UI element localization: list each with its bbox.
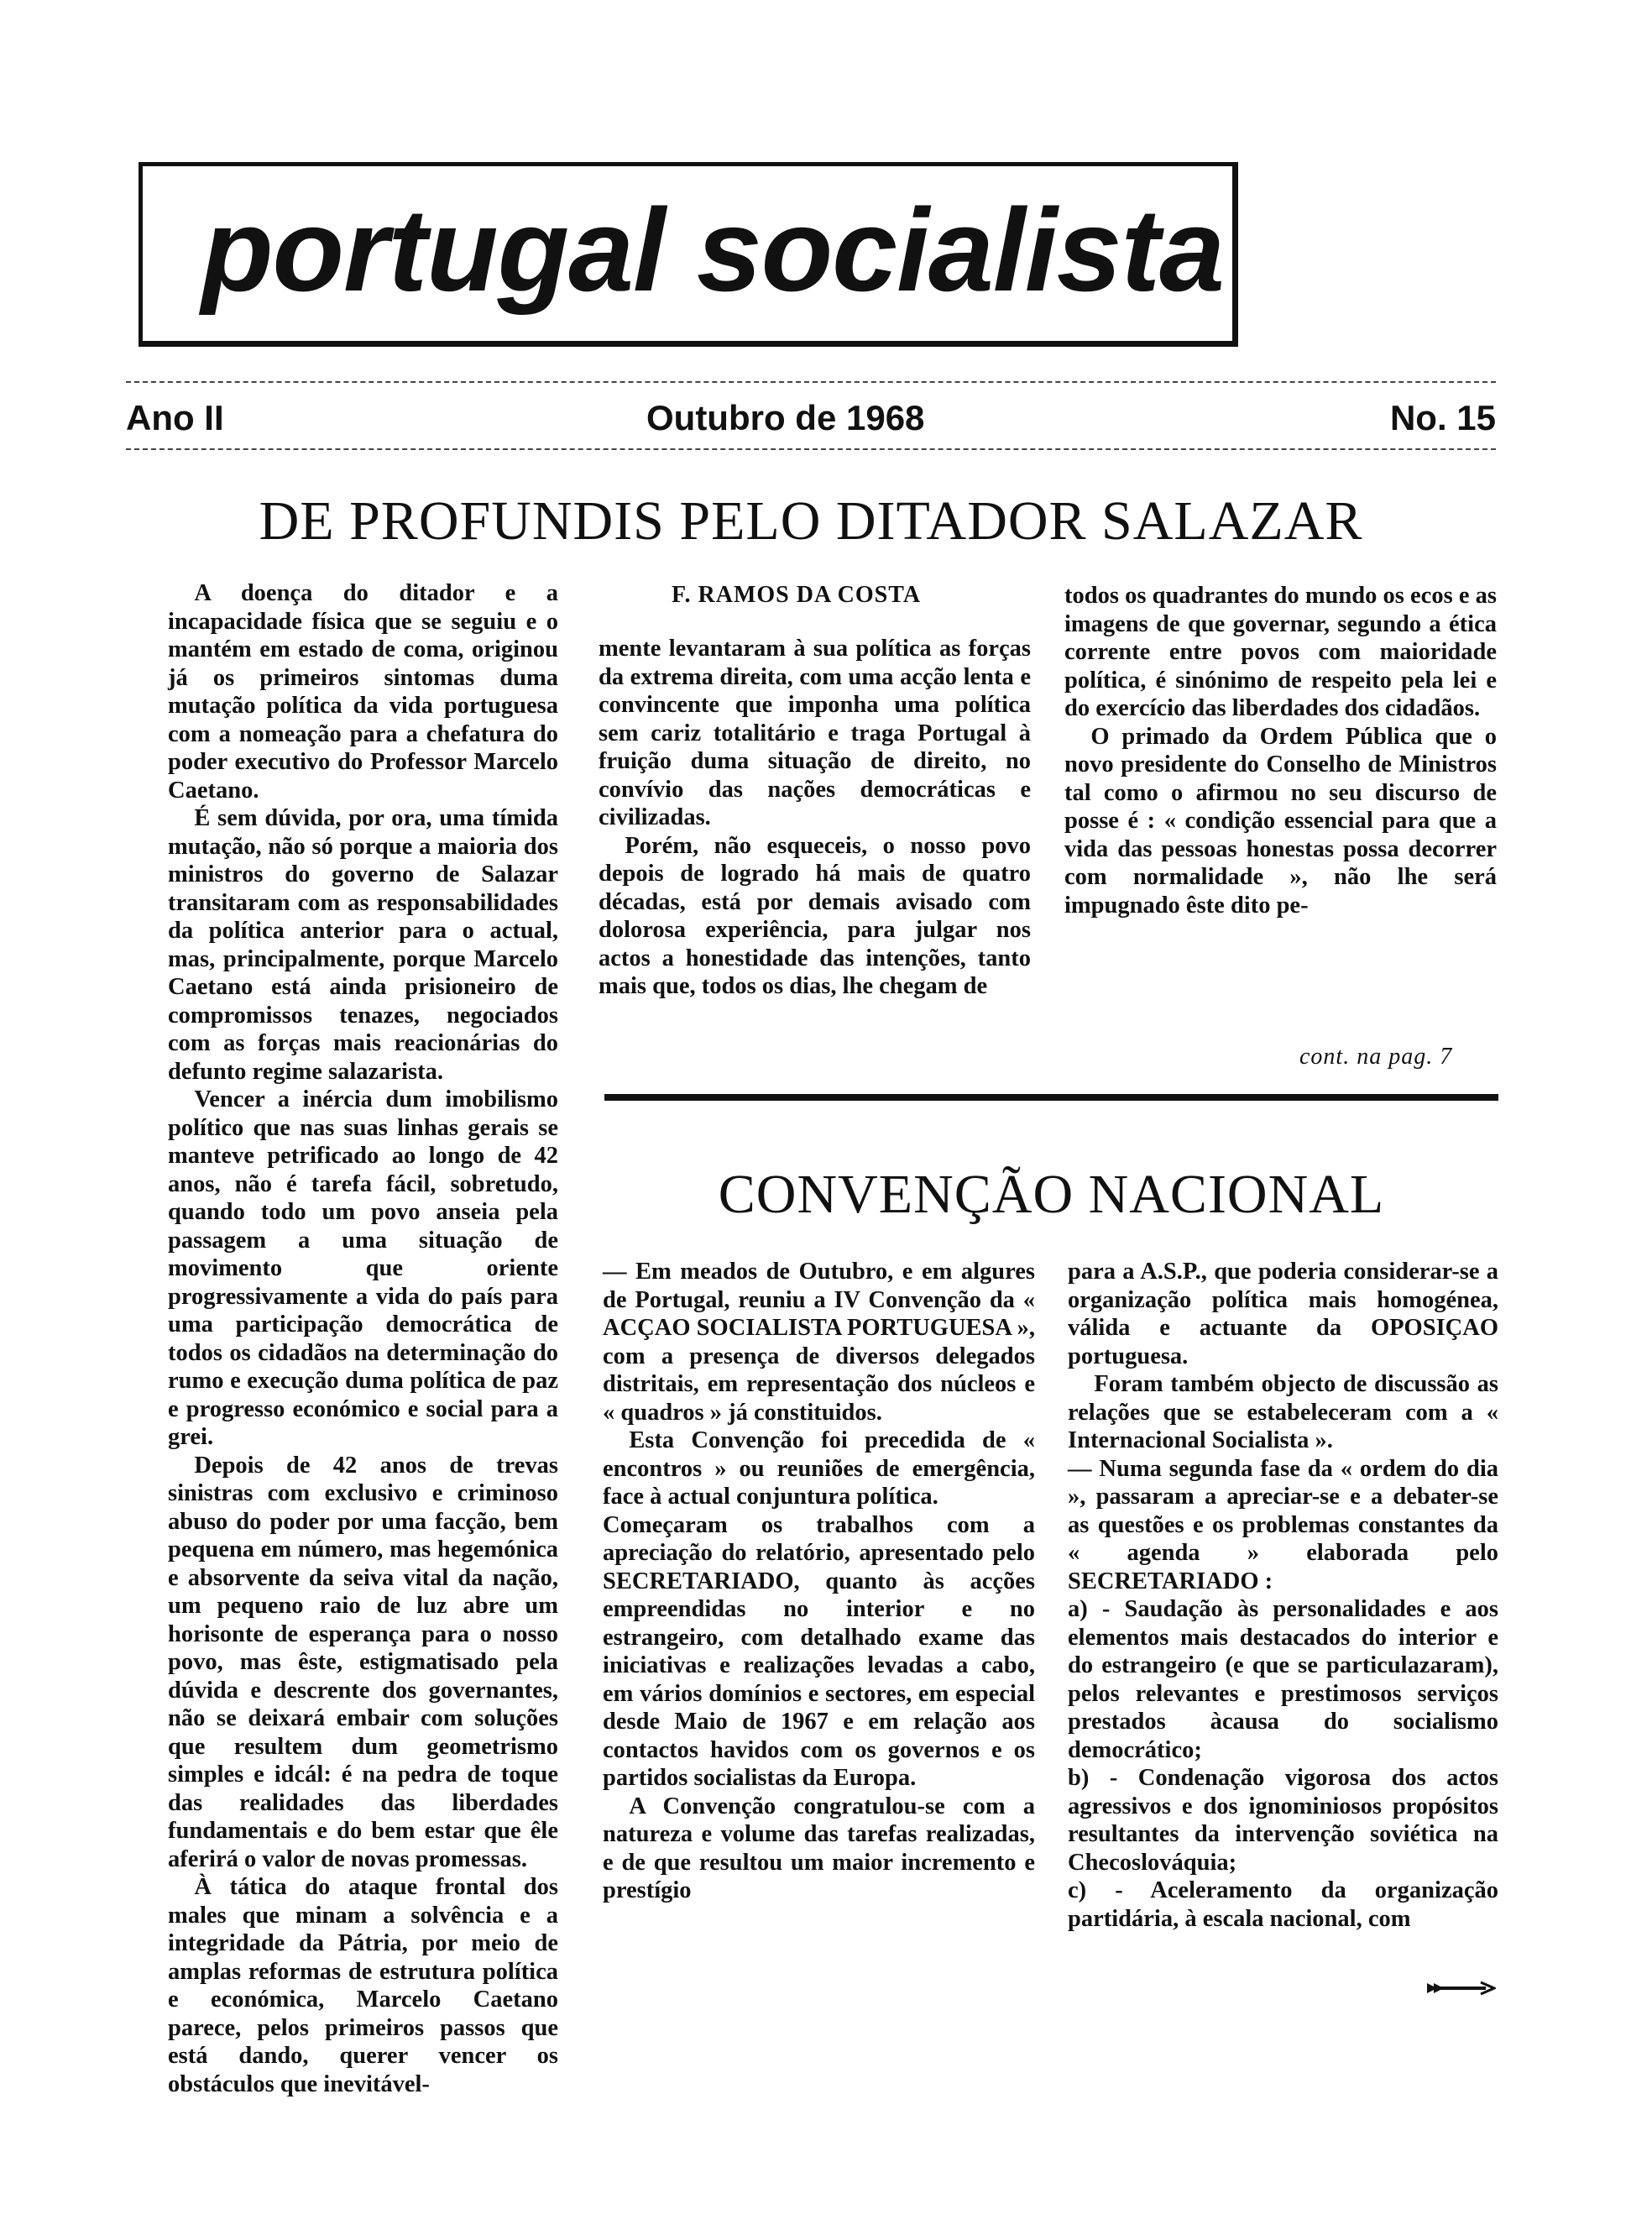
article1-column-3 [1064, 582, 1497, 919]
masthead-title: portugal socialista [201, 184, 1224, 316]
masthead-box [139, 162, 1238, 347]
article1-column-2 [599, 635, 1031, 1001]
paragraph: Esta Convenção foi precedida de « encontros » ou reuniões de emergência, face à actual conjuntura política. [603, 1427, 1035, 1510]
paragraph: mente levantaram à sua política as forças da extrema direita, com uma acção lenta e convincente que imponha uma política sem cariz totalitário e traga Portugal à fruição duma situação de direito, no convívio das nações democráticas e civilizadas. [599, 636, 1031, 830]
continued-note: cont. na pag. 7 [1299, 1044, 1453, 1070]
article1-byline: F. RAMOS DA COSTA [672, 582, 922, 608]
article1-column-1 [168, 579, 558, 2098]
issue-date: Outubro de 1968 [646, 398, 925, 437]
issue-year: Ano II [126, 398, 224, 437]
paragraph: Porém, não esqueceis, o nosso povo depois de logrado há mais de quatro décadas, está por demais avisado com dolorosa experiência, para julgar nos actos a honestidade das intenções, tanto mais que, todos os dias, lhe chegam de [599, 832, 1031, 999]
paragraph: É sem dúvida, por ora, uma tímida mutação, não só porque a maioria dos ministros do governo de Salazar transitaram com as responsabilidades da política anterior para o actual, mas, principalmente, porque Marcelo Caetano está ainda prisioneiro de compromissos tenazes, negociados com as forças mais reacionárias do defunto regime salazarista. [168, 805, 558, 1085]
bottom-divider [126, 448, 1496, 450]
paragraph: A doença do ditador e a incapacidade física que se seguiu e o mantém em estado de coma, originou já os primeiros sintomas duma mutação política da vida portuguesa com a nomeação para a chefatura do poder executivo do Professor Marcelo Caetano. [168, 580, 558, 804]
issue-number: No. 15 [1389, 398, 1496, 437]
article2-headline: CONVENÇÃO NACIONAL [718, 1164, 1385, 1225]
list-item: b) - Condenação vigorosa dos actos agressivos e dos ignominiosos propósitos resultantes da intervenção soviética na Checoslováquia; [1068, 1765, 1498, 1876]
issue-info [126, 395, 1496, 442]
article1-headline: DE PROFUNDIS PELO DITADOR SALAZAR [259, 490, 1363, 552]
paragraph: Foram também objecto de discussão as relações que se estabeleceram com a « Internacional Socialista ». [1068, 1371, 1498, 1453]
paragraph: todos os quadrantes do mundo os ecos e as imagens de que governar, segundo a ética corrente entre povos com maioridade política, é sinónimo de respeito pela lei e do exercício das liberdades dos cidadãos. [1064, 583, 1497, 721]
list-item: a) - Saudação às personalidades e aos elementos mais destacados do interior e do estrangeiro (e que se particulazaram), pelos relevantes e prestimosos serviços prestados àcausa do socialismo democrático; [1068, 1596, 1498, 1763]
article2-column-1 [603, 1258, 1035, 1905]
paragraph: A Convenção congratulou-se com a natureza e volume das tarefas realizadas, e de que resultou um maior incremento e prestígio [603, 1793, 1035, 1903]
paragraph: — Numa segunda fase da « ordem do dia », passaram a apreciar-se e a debater-se as questões e os problemas constantes da « agenda » elaborada pelo SECRETARIADO : [1068, 1455, 1498, 1594]
list-item: c) - Aceleramento da organização partidária, à escala nacional, com [1068, 1877, 1498, 1932]
paragraph: Começaram os trabalhos com a apreciação do relatório, apresentado pelo SECRETARIADO, quanto às acções empreendidas no interior e no estrangeiro, com detalhado exame das iniciativas e realizações levadas a cabo, em vários domínios e sectores, em especial desde Maio de 1967 e em relação aos contactos havidos com os governos e os partidos socialistas da Europa. [603, 1511, 1035, 1791]
paragraph: Vencer a inércia dum imobilismo político que nas suas linhas gerais se manteve petrificado ao longo de 42 anos, não é tarefa fácil, sobretudo, quando todo um povo anseia pela passagem a uma situação de movimento que oriente progressivamente a vida do país para uma participação democrática de todos os cidadãos na determinação do rumo e execução duma política de paz e progresso económico e social para a grei. [168, 1086, 558, 1450]
paragraph: para a A.S.P., que poderia considerar-se a organização política mais homogénea, válida e actuante da OPOSIÇAO portuguesa. [1068, 1259, 1498, 1369]
paragraph: O primado da Ordem Pública que o novo presidente do Conselho de Ministros tal como o afirmou no seu discurso de posse é : « condição essencial para que a vida das pessoas honestas possa decorrer com normalidade », não lhe será impugnado êste dito pe- [1064, 723, 1497, 919]
section-divider [604, 1094, 1498, 1101]
paragraph: À tática do ataque frontal dos males que minam a solvência e a integridade da Pátria, por meio de amplas reformas de estrutura política e económica, Marcelo Caetano parece, pelos primeiros passos que está dando, querer vencer os obstáculos que inevitável- [168, 1874, 558, 2097]
continue-arrow-icon [1425, 1978, 1496, 1998]
article2-column-2 [1068, 1258, 1498, 1933]
paragraph: Depois de 42 anos de trevas sinistras com exclusivo e criminoso abuso do poder por uma facção, bem pequena em número, mas hegemónica e absorvente da seiva vital da nação, um pequeno raio de luz abre um horisonte de esperança para o nosso povo, mas êste, estigmatisado pela dúvida e descrente dos governantes, não se deixará embair com soluções que resultem dum geometrismo simples e idcál: é na pedra de toque das realidades das liberdades fundamentais e do bem estar que êle aferirá o valor de novas promessas. [168, 1452, 558, 1872]
paragraph: — Em meados de Outubro, e em algures de Portugal, reuniu a IV Convenção da « ACÇAO SOCIALISTA PORTUGUESA », com a presença de diversos delegados distritais, em representação dos núcleos e « quadros » já constituidos. [603, 1259, 1035, 1426]
top-divider [126, 381, 1496, 383]
